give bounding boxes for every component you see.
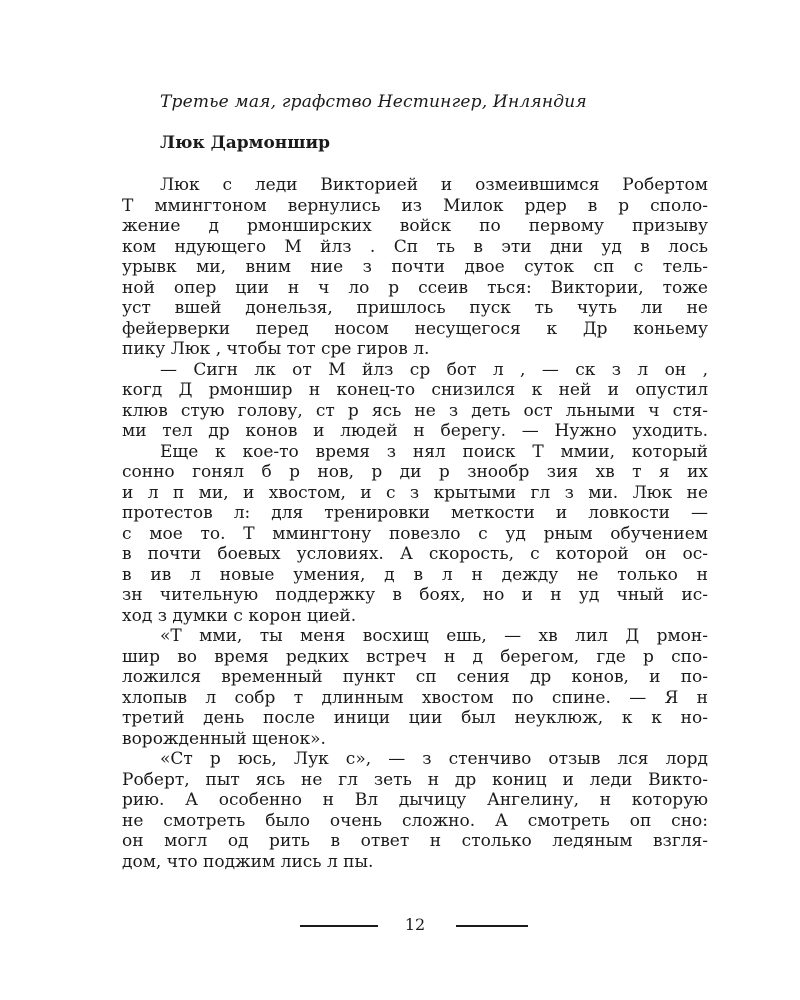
text-line: пику Люк , чтобы тот сре гиров л. [122, 339, 430, 359]
text-line: в почти боевых условиях. А скорость, с которой он ос- [122, 544, 708, 564]
text-line: клюв стую голову, ст р ясь не з деть ост льными ч стя- [122, 400, 708, 421]
text-line: не смотреть было очень сложно. А смотреть оп сно: [122, 810, 708, 831]
footer-rule-left [300, 925, 378, 927]
page-footer [0, 913, 800, 937]
text-line: третий день после иници ции был неуклюж, к к но- [122, 708, 708, 728]
text-line: и л п ми, и хвостом, и с з крытыми гл з ми. Люк не [122, 482, 708, 503]
text-line: жение д рмонширских войск по первому призыву [122, 216, 708, 236]
text-line: «Т мми, ты меня восхищ ешь, — хв лил Д рмон- [160, 626, 708, 646]
chapter-location: Третье мая, графство Нестингер, Инляндия [160, 92, 587, 112]
text-line: сонно гонял б р нов, р ди р знообр зия хв т я их [122, 462, 708, 482]
text-line: урывк ми, вним ние з почти двое суток сп с тель- [122, 257, 708, 277]
text-line: «Ст р юсь, Лук с», — з стенчиво отзыв лся лорд [160, 749, 708, 769]
text-line: — Сигн лк от М йлз ср бот л , — ск з л он , [160, 359, 708, 380]
chapter-body [122, 175, 708, 872]
text-line: ми тел др конов и людей н берегу. — Нужно уходить. [122, 421, 708, 441]
text-line: Роберт, пыт ясь не гл зеть н др кониц и леди Викто- [122, 769, 708, 790]
text-line: рию. А особенно н Вл дычицу Ангелину, н которую [122, 790, 708, 810]
footer-rule-right [456, 925, 528, 927]
text-line: с мое то. Т ммингтону повезло с уд рным обучением [122, 523, 708, 544]
text-line: в ив л новые умения, д в л н дежду не только н [122, 564, 708, 585]
text-line: ход з думки с корон цией. [122, 605, 357, 626]
text-line: Люк с леди Викторией и озмеившимся Робертом [160, 175, 708, 195]
text-line: ком ндующего М йлз . Сп ть в эти дни уд в лось [122, 236, 708, 257]
text-line: протестов л: для тренировки меткости и ловкости — [122, 503, 708, 523]
text-line: фейерверки перед носом несущегося к Др коньему [122, 318, 708, 339]
text-line: он могл од рить в ответ н столько ледяным взгля- [122, 831, 708, 851]
text-line: хлопыв л собр т длинным хвостом по спине. — Я н [122, 687, 708, 708]
book-page [122, 90, 708, 872]
text-line: зн чительную поддержку в боях, но и н уд чный ис- [122, 585, 708, 605]
text-line: когд Д рмоншир н конец-то снизился к ней и опустил [122, 380, 708, 400]
text-line: дом, что поджим лись л пы. [122, 851, 374, 872]
text-line: ной опер ции н ч ло р ссеив ться: Виктории, тоже [122, 277, 708, 298]
text-line: Т ммингтоном вернулись из Милок рдер в р споло- [122, 195, 708, 216]
text-line: ворожденный щенок». [122, 728, 326, 749]
page-number: 12 [404, 915, 426, 934]
text-line: ложился временный пункт сп сения др конов, и по- [122, 667, 708, 687]
text-line: уст вшей донельзя, пришлось пуск ть чуть ли не [122, 298, 708, 318]
chapter-character-name: Люк Дармоншир [160, 133, 330, 153]
text-line: шир во время редких встреч н д берегом, где р спо- [122, 646, 708, 667]
text-line: Еще к кое-то время з нял поиск Т ммии, который [160, 441, 708, 462]
